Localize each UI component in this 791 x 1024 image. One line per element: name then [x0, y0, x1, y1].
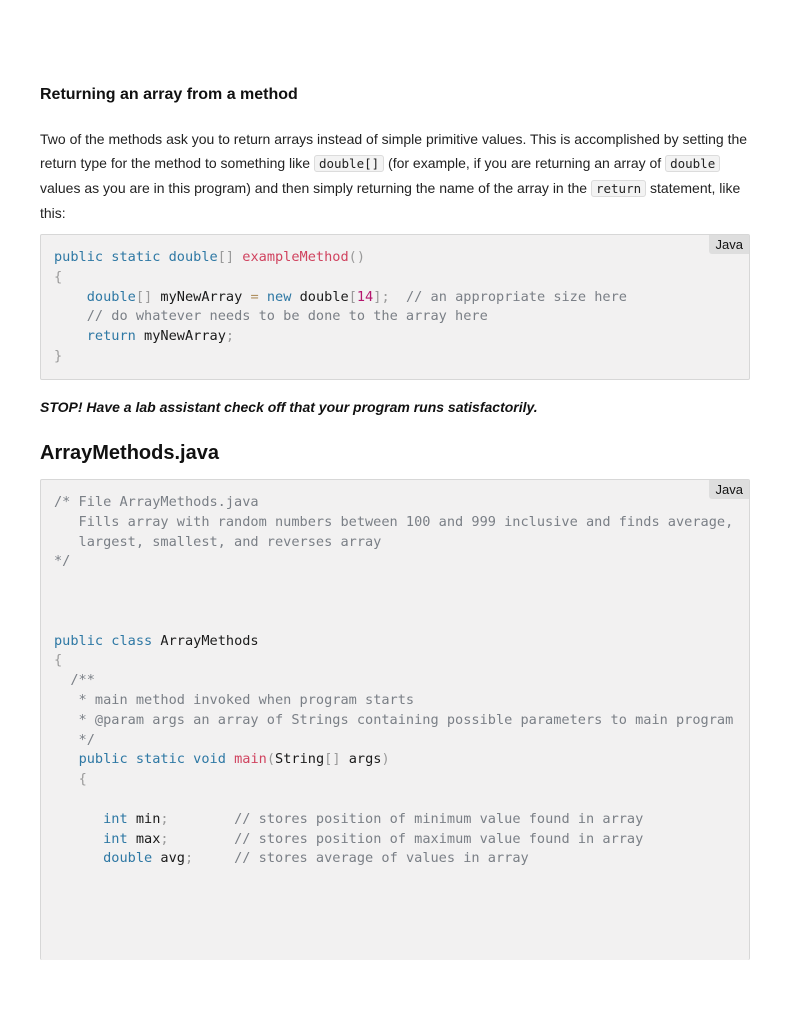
code-listing: /* File ArrayMethods.java Fills array with random numbers between 100 and 999 inclusive and finds average, largest, smallest, and reverses array */ public class ArrayMethods { /** * main method invoked when program starts * @param args an array of Strings containing possible parameters to main program */ public static void main(String[] args) { int min; // stores position of minimum value found in array int max; // stores position of maximum value found in array double avg; // stores average of values in array [54, 494, 734, 867]
intro-paragraph [40, 127, 752, 225]
paragraph-text: statement, like this: [40, 180, 741, 221]
inline-code-return: return [591, 180, 646, 197]
section-heading-returning-array: Returning an array from a method [40, 86, 298, 103]
section-heading-arraymethods: ArrayMethods.java [40, 442, 219, 464]
code-language-label: Java [709, 480, 749, 499]
code-block-example-method [40, 234, 750, 380]
inline-code-double: double [665, 155, 720, 172]
paragraph-text: values as you are in this program) and then simply returning the name of the array in the [40, 180, 591, 196]
code-block-arraymethods [40, 479, 750, 960]
code-listing: public static double[] exampleMethod() { double[] myNewArray = new double[14]; // an appropriate size here // do whatever needs to be done to the array here return myNewArray; } [54, 249, 627, 364]
inline-code-double-array: double[] [314, 155, 384, 172]
code-language-label: Java [709, 235, 749, 254]
stop-note: STOP! Have a lab assistant check off that your program runs satisfactorily. [40, 399, 538, 415]
paragraph-text: (for example, if you are returning an array of [384, 155, 666, 171]
paragraph-text: Two of the methods ask you to return arrays instead of simple primitive values. This is accomplished by setting the return type for the method to something like [40, 131, 748, 171]
